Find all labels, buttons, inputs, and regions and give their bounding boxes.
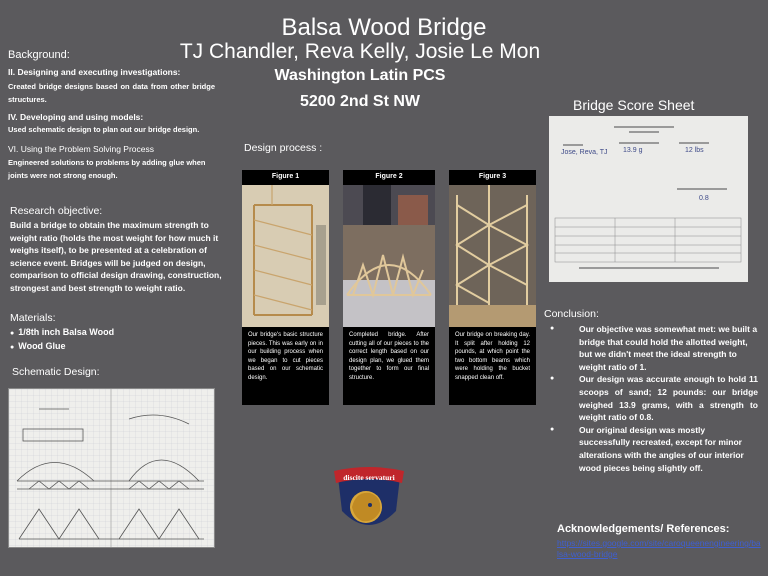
conclusion-item: ● Our original design was mostly successfully recreated, except for minor alterations with the angles of our interior wood pieces being slightly off. <box>544 424 758 474</box>
figure-caption: Completed bridge. After cutting all of our pieces to the correct length based on our design plan, we glued them together to form our final structure. <box>349 332 429 381</box>
background-item-1 <box>8 67 215 106</box>
research-heading: Research objective: <box>10 205 103 217</box>
materials-item: ● Wood Glue <box>10 340 114 354</box>
background-item-2 <box>8 112 199 134</box>
school-address: 5200 2nd St NW <box>299 93 421 110</box>
schematic-heading: Schematic Design: <box>12 366 100 378</box>
materials-item: ● 1/8th inch Balsa Wood <box>10 326 114 340</box>
conclusion-section <box>544 308 758 474</box>
svg-text:Jose, Reva, TJ: Jose, Reva, TJ <box>561 149 608 156</box>
schematic-drawing-image <box>8 388 215 548</box>
research-objective <box>10 205 234 294</box>
figure-2 <box>343 170 435 405</box>
conclusion-item: ● Our objective was somewhat met: we built a bridge that could hold the allotted weight, but we didn't meet the ideal strength to weight ratio of 1. <box>544 323 758 373</box>
background-item-heading: VI. Using the Problem Solving Process <box>8 144 154 154</box>
score-sheet-image <box>549 116 748 282</box>
design-process-heading: Design process : <box>244 142 323 154</box>
figure-caption: Our bridge on breaking day. It split after holding 12 pounds, at which point the two bottom beams which were holding the bucket snapped clean off. <box>455 332 530 381</box>
conclusion-heading: Conclusion: <box>544 308 599 320</box>
school-crest-logo <box>326 467 412 539</box>
figure-label: Figure 1 <box>271 173 300 180</box>
acknowledgements-heading: Acknowledgements/ References: <box>557 523 730 535</box>
reference-link[interactable]: https://sites.google.com/site/caroqueenengineering/balsa-wood-bridge <box>557 538 761 559</box>
research-body: Build a bridge to obtain the maximum strength to weight ratio (holds the most weight for how much it weighs itself), to be presented at a celebration of science event. Bridges will be judged on design, comparison to official design drawing, construction, strongest and best strength to weight ratio. <box>10 220 222 293</box>
figure-label: Figure 3 <box>478 173 507 180</box>
figure-caption: Our bridge's basic structure pieces. This was early on in our building process when we began to cut pieces based on our schematic design. <box>248 332 323 381</box>
poster-title: Balsa Wood Bridge <box>281 14 487 41</box>
background-item-3 <box>8 144 218 182</box>
score-sheet-heading: Bridge Score Sheet <box>573 97 695 113</box>
figure-3 <box>449 170 536 405</box>
materials-heading: Materials: <box>10 312 56 324</box>
background-item-body: Created bridge designs based on data from other bridge structures. <box>8 82 215 104</box>
background-heading: Background: <box>8 49 70 61</box>
figure-1 <box>242 170 329 405</box>
figure-3-photo <box>449 185 536 327</box>
background-item-heading: II. Designing and executing investigations: <box>8 67 181 77</box>
materials-section <box>10 312 114 354</box>
figure-label: Figure 2 <box>375 173 403 180</box>
figure-1-photo <box>242 185 329 327</box>
background-item-body: Engineered solutions to problems by adding glue when joints were not strong enough. <box>8 158 206 180</box>
logo-motto: discite servaturi <box>343 473 395 482</box>
svg-text:0.8: 0.8 <box>699 195 709 202</box>
background-item-body: Used schematic design to plan out our bridge design. <box>8 125 200 134</box>
authors: TJ Chandler, Reva Kelly, Josie Le Mon <box>179 40 541 63</box>
background-item-heading: IV. Developing and using models: <box>8 112 144 122</box>
figure-2-photo <box>343 185 435 327</box>
svg-text:12 lbs: 12 lbs <box>685 147 704 154</box>
school-name: Washington Latin PCS <box>274 67 446 84</box>
conclusion-item: ● Our design was accurate enough to hold 11 scoops of sand; 12 pounds: our bridge weighed 13.9 grams, with a strength to weight ratio of 0.8. <box>544 373 758 423</box>
svg-text:13.9 g: 13.9 g <box>623 147 643 154</box>
